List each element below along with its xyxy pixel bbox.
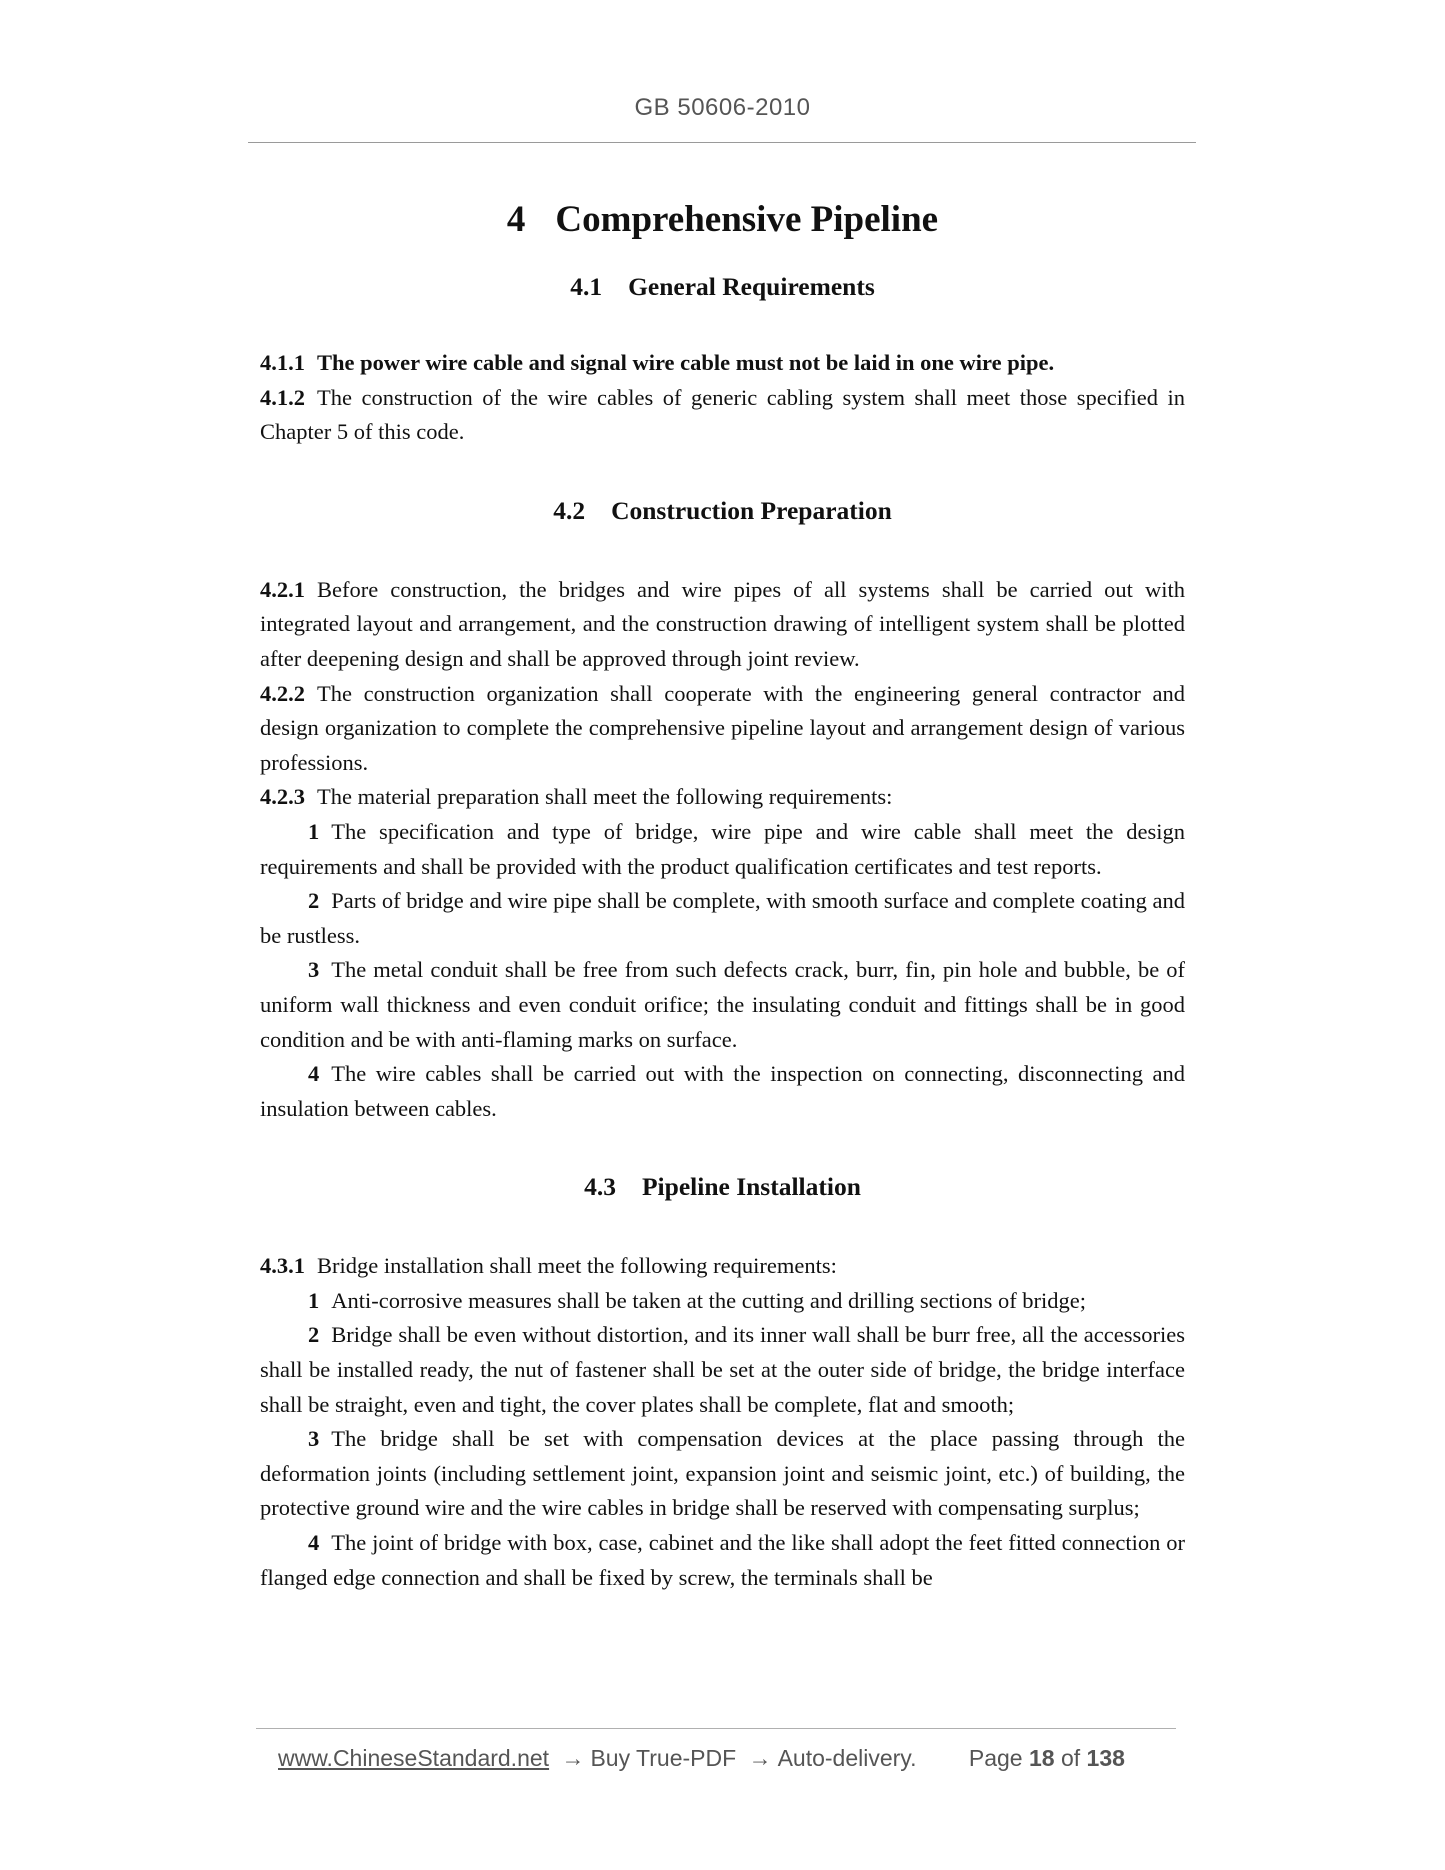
item-text: The specification and type of bridge, wire pipe and wire cable shall meet the design requirements and shall be provided with the product qualification certificates and test reports.: [260, 818, 1185, 879]
page-indicator: [969, 1745, 1125, 1771]
arrow-right-icon: →: [748, 1745, 772, 1771]
list-item: [260, 815, 1185, 884]
clause-text: Bridge installation shall meet the following requirements:: [317, 1253, 837, 1279]
section-number: 4.2: [553, 495, 586, 525]
chapter-title-text: Comprehensive Pipeline: [555, 199, 939, 240]
item-number: 4: [308, 1530, 320, 1556]
item-number: 2: [308, 1322, 320, 1348]
clause-text: The material preparation shall meet the following requirements:: [317, 784, 893, 810]
clause-number: 4.2.2: [260, 680, 305, 706]
footer-divider: [256, 1728, 1176, 1729]
list-item: [260, 1526, 1185, 1595]
buy-text: Buy True-PDF: [590, 1745, 737, 1771]
section-title-text: Construction Preparation: [611, 495, 892, 525]
clause-number: 4.2.1: [260, 576, 305, 602]
item-text: Parts of bridge and wire pipe shall be complete, with smooth surface and complete coating and be rustless.: [260, 888, 1185, 948]
list-item: [260, 1318, 1185, 1422]
of-label: of: [1060, 1745, 1081, 1771]
list-item: [260, 1284, 1185, 1319]
clause: [260, 1249, 1185, 1284]
clause-number: 4.1.2: [260, 384, 305, 410]
clause-text: The construction organization shall cooperate with the engineering general contractor and design organization to complete the comprehensive pipeline layout and arrangement design of various professions.: [260, 680, 1185, 775]
item-number: 1: [308, 818, 320, 844]
chapter-number: 4: [506, 199, 526, 240]
page-body: [260, 190, 1185, 1595]
section-title: [260, 270, 1185, 304]
header-divider: [248, 142, 1196, 143]
arrow-right-icon: →: [561, 1745, 585, 1771]
section-number: 4.1: [570, 272, 603, 301]
clause-number: 4.2.3: [260, 784, 305, 810]
item-number: 2: [308, 888, 320, 914]
item-number: 3: [308, 957, 320, 983]
section-title-text: General Requirements: [628, 272, 875, 301]
page-header: [0, 94, 1445, 122]
clause-number: 4.1.1: [260, 350, 305, 375]
clause-text: The construction of the wire cables of generic cabling system shall meet those specified in Chapter 5 of this code.: [260, 384, 1185, 445]
list-item: [260, 1422, 1185, 1526]
page-footer: [278, 1745, 1125, 1772]
list-item: [260, 1057, 1185, 1126]
item-number: 4: [308, 1061, 320, 1087]
item-text: The bridge shall be set with compensation devices at the place passing through the deformation joints (including settlement joint, expansion joint and seismic joint, etc.) of building, the protective ground wire and the wire cables in bridge shall be reserved with compensating surplus;: [260, 1426, 1185, 1521]
item-text: Anti-corrosive measures shall be taken at the cutting and drilling sections of bridge;: [331, 1287, 1087, 1313]
list-item: [260, 884, 1185, 953]
list-item: [260, 953, 1185, 1057]
clause-number: 4.3.1: [260, 1253, 305, 1279]
clause: [260, 573, 1185, 677]
total-pages-number: 138: [1086, 1745, 1125, 1771]
site-link[interactable]: www.ChineseStandard.net: [278, 1745, 550, 1771]
chapter-title: [260, 190, 1185, 250]
section-title-text: Pipeline Installation: [641, 1172, 861, 1202]
item-number: 3: [308, 1426, 320, 1452]
section-title: [260, 1170, 1185, 1204]
delivery-text: Auto-delivery.: [777, 1745, 917, 1771]
item-text: The metal conduit shall be free from such defects crack, burr, fin, pin hole and bubble, be of uniform wall thickness and even conduit orifice; the insulating conduit and fittings shall be in good condition and be with anti-flaming marks on surface.: [260, 957, 1185, 1052]
item-text: Bridge shall be even without distortion, and its inner wall shall be burr free, all the accessories shall be installed ready, the nut of fastener shall be set at the outer side of bridge, the bridge interface shall be straight, even and tight, the cover plates shall be complete, flat and smooth;: [260, 1322, 1185, 1417]
document-code: GB 50606-2010: [634, 94, 811, 121]
page-label: Page: [968, 1745, 1023, 1771]
item-text: The wire cables shall be carried out with the inspection on connecting, disconnecting and insulation between cables.: [260, 1061, 1185, 1121]
current-page-number: 18: [1028, 1745, 1055, 1771]
clause: [260, 677, 1185, 781]
clause-text: The power wire cable and signal wire cable must not be laid in one wire pipe.: [317, 350, 1055, 375]
clause: [260, 780, 1185, 815]
item-number: 1: [308, 1287, 320, 1313]
clause: [260, 381, 1185, 450]
section-number: 4.3: [584, 1172, 616, 1202]
section-title: [260, 494, 1185, 528]
clause-text: Before construction, the bridges and wire pipes of all systems shall be carried out with integrated layout and arrangement, and the construction drawing of intelligent system shall be plotted after deepening design and shall be approved through joint review.: [260, 576, 1185, 671]
clause: [260, 346, 1185, 381]
item-text: The joint of bridge with box, case, cabinet and the like shall adopt the feet fitted connection or flanged edge connection and shall be fixed by screw, the terminals shall be: [260, 1530, 1185, 1590]
